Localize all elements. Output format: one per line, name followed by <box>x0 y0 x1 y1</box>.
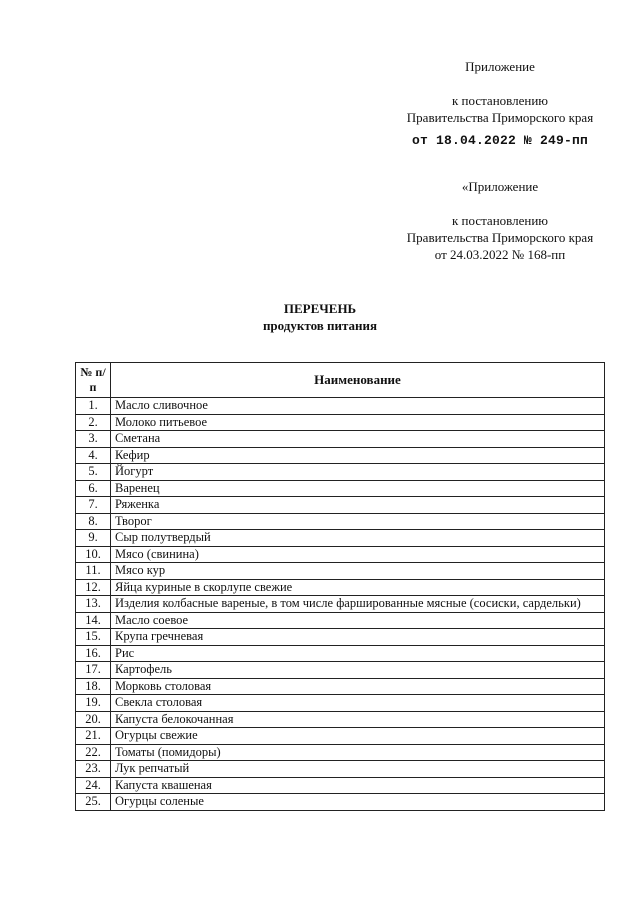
table-row <box>76 596 605 613</box>
table-row <box>76 579 605 596</box>
product-name: Огурцы свежие <box>111 728 605 745</box>
row-number: 25. <box>76 794 111 811</box>
table-row <box>76 678 605 695</box>
table-row <box>76 777 605 794</box>
row-number: 4. <box>76 447 111 464</box>
product-name: Кефир <box>111 447 605 464</box>
table-row <box>76 546 605 563</box>
product-name: Картофель <box>111 662 605 679</box>
product-name: Масло соевое <box>111 612 605 629</box>
resolution-stamp: от 18.04.2022 № 249-пп <box>411 133 589 148</box>
row-number: 2. <box>76 414 111 431</box>
row-number: 23. <box>76 761 111 778</box>
row-number: 3. <box>76 431 111 448</box>
table-row <box>76 414 605 431</box>
document-title <box>0 300 640 334</box>
product-name: Огурцы соленые <box>111 794 605 811</box>
appendix-resolution-line: к постановлению <box>451 93 549 108</box>
row-number: 7. <box>76 497 111 514</box>
row-number: 12. <box>76 579 111 596</box>
appendix-header-previous <box>360 178 640 263</box>
row-number: 6. <box>76 480 111 497</box>
product-name: Свекла столовая <box>111 695 605 712</box>
table-row <box>76 794 605 811</box>
row-number: 10. <box>76 546 111 563</box>
table-row <box>76 530 605 547</box>
product-name: Мясо кур <box>111 563 605 580</box>
row-number: 20. <box>76 711 111 728</box>
table-row <box>76 662 605 679</box>
previous-resolution-date: от 24.03.2022 № 168-пп <box>434 247 566 262</box>
product-name: Ряженка <box>111 497 605 514</box>
product-name: Томаты (помидоры) <box>111 744 605 761</box>
product-name: Варенец <box>111 480 605 497</box>
row-number: 13. <box>76 596 111 613</box>
table-row <box>76 513 605 530</box>
table-header-row <box>76 363 605 398</box>
table-row <box>76 398 605 415</box>
document-title-sub: продуктов питания <box>262 318 378 333</box>
product-name: Мясо (свинина) <box>111 546 605 563</box>
product-name: Крупа гречневая <box>111 629 605 646</box>
product-name: Морковь столовая <box>111 678 605 695</box>
table-row <box>76 563 605 580</box>
row-number: 5. <box>76 464 111 481</box>
column-header-number: № п/п <box>76 363 111 398</box>
product-name: Молоко питьевое <box>111 414 605 431</box>
row-number: 21. <box>76 728 111 745</box>
product-name: Масло сливочное <box>111 398 605 415</box>
table-row <box>76 645 605 662</box>
row-number: 11. <box>76 563 111 580</box>
column-header-name: Наименование <box>111 363 605 398</box>
table-row <box>76 612 605 629</box>
appendix-government-line: Правительства Приморского края <box>406 110 594 125</box>
product-name: Капуста квашеная <box>111 777 605 794</box>
product-name: Изделия колбасные вареные, в том числе фаршированные мясные (сосиски, сардельки) <box>111 596 605 613</box>
product-name: Йогурт <box>111 464 605 481</box>
table-row <box>76 629 605 646</box>
row-number: 19. <box>76 695 111 712</box>
row-number: 9. <box>76 530 111 547</box>
table-row <box>76 447 605 464</box>
table-row <box>76 711 605 728</box>
product-name: Творог <box>111 513 605 530</box>
table-row <box>76 695 605 712</box>
row-number: 16. <box>76 645 111 662</box>
product-name: Капуста белокочанная <box>111 711 605 728</box>
row-number: 17. <box>76 662 111 679</box>
previous-appendix-title: «Приложение <box>461 179 539 194</box>
table-row <box>76 497 605 514</box>
table-row <box>76 728 605 745</box>
products-table-body <box>76 398 605 811</box>
previous-resolution-line: к постановлению <box>451 213 549 228</box>
row-number: 24. <box>76 777 111 794</box>
row-number: 8. <box>76 513 111 530</box>
document-title-main: ПЕРЕЧЕНЬ <box>283 301 357 316</box>
row-number: 22. <box>76 744 111 761</box>
product-name: Яйца куриные в скорлупе свежие <box>111 579 605 596</box>
row-number: 18. <box>76 678 111 695</box>
product-name: Рис <box>111 645 605 662</box>
row-number: 14. <box>76 612 111 629</box>
product-name: Сыр полутвердый <box>111 530 605 547</box>
row-number: 1. <box>76 398 111 415</box>
table-row <box>76 480 605 497</box>
products-table <box>75 362 605 811</box>
table-row <box>76 744 605 761</box>
table-row <box>76 464 605 481</box>
table-row <box>76 431 605 448</box>
appendix-header-current <box>360 58 640 149</box>
product-name: Лук репчатый <box>111 761 605 778</box>
table-row <box>76 761 605 778</box>
row-number: 15. <box>76 629 111 646</box>
product-name: Сметана <box>111 431 605 448</box>
previous-government-line: Правительства Приморского края <box>406 230 594 245</box>
appendix-title: Приложение <box>465 59 535 74</box>
